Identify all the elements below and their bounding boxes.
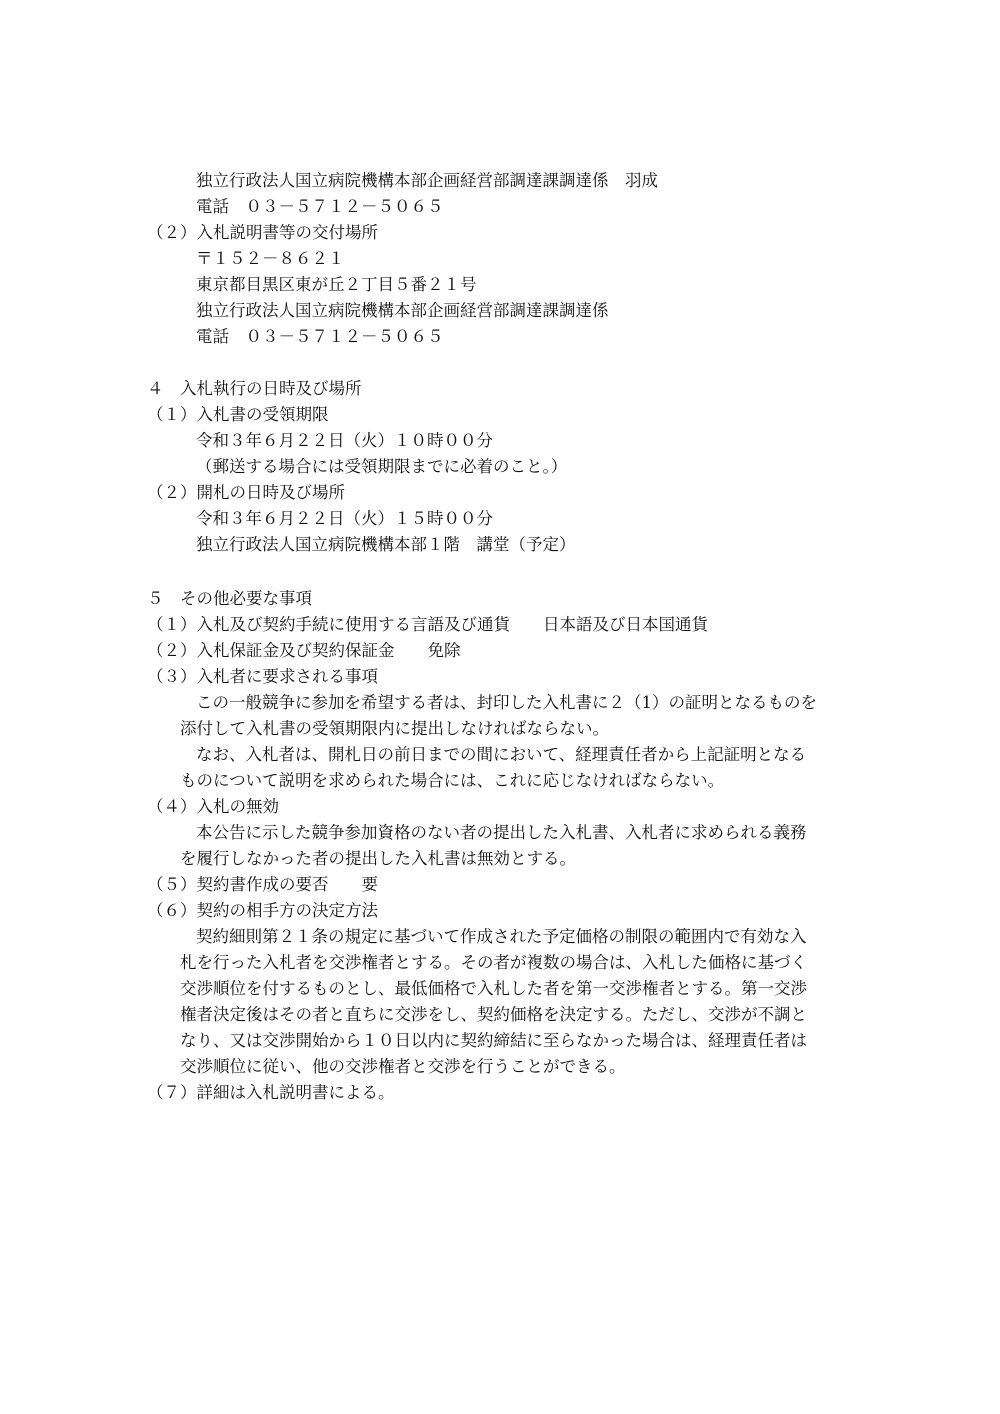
contact-dept-person: 独立行政法人国立病院機構本部企画経営部調達課調達係 羽成 (196, 171, 658, 190)
section-5-4-heading: （４）入札の無効 (147, 797, 279, 816)
bid-deadline-note: （郵送する場合には受領期限までに必着のこと。） (196, 457, 568, 476)
section-5-heading: ５ その他必要な事項 (147, 589, 312, 608)
postal-code: 〒１５２－８６２１ (196, 249, 345, 268)
section-5-2: （２）入札保証金及び契約保証金 免除 (147, 641, 461, 660)
opening-place: 独立行政法人国立病院機構本部１階 講堂（予定） (196, 535, 576, 554)
department-phone: 電話 ０３－５７１２－５０６５ (196, 327, 444, 346)
section-5-6-line3: 交渉順位を付するものとし、最低価格で入札した者を第一交渉権者とする。第一交渉 (180, 979, 807, 998)
section-5-3-para1-line2: 添付して入札書の受領期限内に提出しなければならない。 (180, 719, 609, 738)
section-4-1-heading: （１）入札書の受領期限 (147, 405, 329, 424)
address: 東京都目黒区東が丘２丁目５番２１号 (196, 275, 477, 294)
section-5-6-line6: 交渉順位に従い、他の交渉権者と交渉を行うことができる。 (180, 1057, 626, 1076)
section-5-6-line4: 権者決定後はその者と直ちに交渉をし、契約価格を決定する。ただし、交渉が不調と (180, 1005, 807, 1024)
section-5-7: （７）詳細は入札説明書による。 (147, 1083, 395, 1102)
opening-date: 令和３年６月２２日（火）１５時００分 (196, 509, 493, 528)
section-5-3-heading: （３）入札者に要求される事項 (147, 667, 378, 686)
section-3-2-heading: （２）入札説明書等の交付場所 (147, 223, 378, 242)
bid-deadline: 令和３年６月２２日（火）１０時００分 (196, 431, 493, 450)
section-5-6-line1: 契約細則第２１条の規定に基づいて作成された予定価格の制限の範囲内で有効な入 (196, 927, 807, 946)
section-5-3-para2-line2: ものについて説明を求められた場合には、これに応じなければならない。 (180, 771, 725, 790)
section-5-6-line2: 札を行った入札者を交渉権者とする。その者が複数の場合は、入札した価格に基づく (180, 953, 807, 972)
section-4-2-heading: （２）開札の日時及び場所 (147, 483, 345, 502)
department: 独立行政法人国立病院機構本部企画経営部調達課調達係 (196, 301, 609, 320)
section-5-4-line1: 本公告に示した競争参加資格のない者の提出した入札書、入札者に求められる義務 (196, 823, 807, 842)
section-5-6-line5: なり、又は交渉開始から１０日以内に契約締結に至らなかった場合は、経理責任者は (180, 1031, 807, 1050)
section-5-3-para1-line1: この一般競争に参加を希望する者は、封印した入札書に２（1）の証明となるものを (196, 693, 817, 712)
section-4-heading: ４ 入札執行の日時及び場所 (147, 379, 362, 398)
contact-phone: 電話 ０３－５７１２－５０６５ (196, 197, 444, 216)
section-5-6-heading: （６）契約の相手方の決定方法 (147, 901, 378, 920)
section-5-5: （５）契約書作成の要否 要 (147, 875, 378, 894)
section-5-4-line2: を履行しなかった者の提出した入札書は無効とする。 (180, 849, 576, 868)
section-5-1: （１）入札及び契約手続に使用する言語及び通貨 日本語及び日本国通貨 (147, 615, 708, 634)
section-5-3-para2-line1: なお、入札者は、開札日の前日までの間において、経理責任者から上記証明となる (196, 745, 807, 764)
